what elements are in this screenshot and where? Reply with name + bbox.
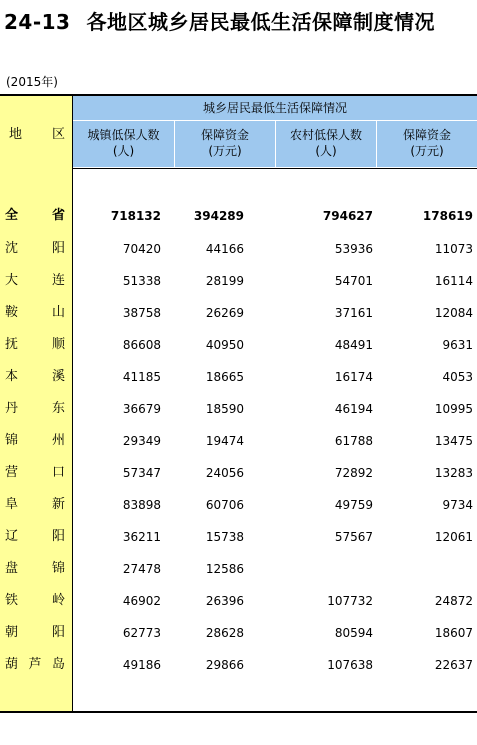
region-name (5, 366, 65, 388)
value-cell: 19474 (205, 434, 244, 448)
value-cell: 10995 (434, 402, 473, 416)
table-number: 24-13 (4, 10, 71, 34)
value-cell: 27478 (122, 562, 161, 576)
value-cell: 40950 (205, 338, 244, 352)
region-name-char: 阳 (51, 625, 65, 640)
region-name (5, 622, 65, 644)
value-cell: 57347 (122, 466, 161, 480)
region-name-char: 锦 (51, 561, 65, 576)
region-name (5, 462, 65, 484)
table-row (0, 462, 477, 484)
value-cell: 37161 (334, 306, 373, 320)
value-cell: 13475 (434, 434, 473, 448)
value-cell: 26269 (205, 306, 244, 320)
region-name (5, 398, 65, 420)
value-cell: 12084 (434, 306, 473, 320)
value-cell: 62773 (122, 626, 161, 640)
value-cell: 29866 (205, 658, 244, 672)
table-row (0, 270, 477, 292)
table-row (0, 654, 477, 676)
region-name-char: 抚 (5, 337, 19, 352)
region-name (5, 526, 65, 548)
table-row (0, 398, 477, 420)
value-cell: 11073 (434, 242, 473, 256)
group-header: 城乡居民最低生活保障情况 (73, 96, 477, 121)
value-cell: 18665 (205, 370, 244, 384)
region-name-char: 省 (51, 208, 65, 223)
value-cell: 29349 (122, 434, 161, 448)
value-cell: 107638 (327, 658, 373, 672)
region-name-char: 阳 (51, 529, 65, 544)
region-name-char: 连 (51, 273, 65, 288)
region-header: 地 区 (9, 127, 66, 142)
region-name-char: 鞍 (5, 305, 19, 320)
region-name (5, 654, 65, 676)
region-name-char: 岭 (51, 593, 65, 608)
region-name-char: 辽 (5, 529, 19, 544)
header-rule (73, 168, 477, 169)
region-name (5, 270, 65, 292)
value-cell: 44166 (205, 242, 244, 256)
region-name-char: 山 (51, 305, 65, 320)
value-cell: 41185 (122, 370, 161, 384)
value-cell: 54701 (334, 274, 373, 288)
value-cell: 46194 (334, 402, 373, 416)
region-name (5, 302, 65, 324)
table-row (0, 334, 477, 356)
value-cell: 13283 (434, 466, 473, 480)
value-cell: 394289 (193, 209, 244, 223)
region-name-char: 盘 (5, 561, 19, 576)
value-cell: 51338 (122, 274, 161, 288)
value-cell: 15738 (205, 530, 244, 544)
table-row (0, 494, 477, 516)
table-title: 各地区城乡居民最低生活保障制度情况 (86, 10, 435, 34)
table-row (0, 590, 477, 612)
region-name-char: 大 (5, 273, 19, 288)
region-name-char: 营 (5, 465, 19, 480)
table-row (0, 302, 477, 324)
value-cell: 70420 (122, 242, 161, 256)
value-cell: 22637 (434, 658, 473, 672)
region-name (5, 494, 65, 516)
region-name-char: 溪 (51, 369, 65, 384)
table-row (0, 526, 477, 548)
value-cell: 53936 (334, 242, 373, 256)
value-cell: 36679 (122, 402, 161, 416)
value-cell: 9734 (442, 498, 473, 512)
region-name-char: 全 (5, 208, 19, 223)
value-cell: 83898 (122, 498, 161, 512)
value-cell: 24056 (205, 466, 244, 480)
table-row (0, 622, 477, 644)
region-name-char: 锦 (5, 433, 19, 448)
table-row (0, 366, 477, 388)
value-cell: 18590 (205, 402, 244, 416)
bottom-rule (0, 711, 477, 713)
region-name-char: 顺 (51, 337, 65, 352)
region-name-char: 阜 (5, 497, 19, 512)
region-name-char: 州 (51, 433, 65, 448)
year-note: (2015年) (6, 75, 58, 89)
region-name (5, 205, 65, 227)
region-name-char: 阳 (51, 241, 65, 256)
value-cell: 36211 (122, 530, 161, 544)
value-cell: 9631 (442, 338, 473, 352)
value-cell: 178619 (422, 209, 473, 223)
value-cell: 72892 (334, 466, 373, 480)
value-cell: 16174 (334, 370, 373, 384)
region-name (5, 590, 65, 612)
value-cell: 718132 (110, 209, 161, 223)
value-cell: 57567 (334, 530, 373, 544)
table-row (0, 205, 477, 227)
value-cell: 12061 (434, 530, 473, 544)
region-name-char: 朝 (5, 625, 19, 640)
region-name-char: 葫 (5, 657, 19, 672)
value-cell: 28199 (205, 274, 244, 288)
value-cell: 49759 (334, 498, 373, 512)
value-cell: 86608 (122, 338, 161, 352)
value-cell: 46902 (122, 594, 161, 608)
region-name-char: 新 (51, 497, 65, 512)
value-cell: 61788 (334, 434, 373, 448)
table-row (0, 238, 477, 260)
value-cell: 38758 (122, 306, 161, 320)
value-cell: 12586 (205, 562, 244, 576)
region-name-char: 丹 (5, 401, 19, 416)
col-header-rural-funds: 保障资金 (万元) (376, 121, 477, 167)
value-cell: 28628 (205, 626, 244, 640)
region-name-char: 沈 (5, 241, 19, 256)
value-cell: 794627 (322, 209, 373, 223)
region-name (5, 430, 65, 452)
value-cell: 4053 (442, 370, 473, 384)
region-name-char: 芦 (28, 657, 42, 672)
value-cell: 16114 (434, 274, 473, 288)
region-name (5, 558, 65, 580)
region-name-char: 本 (5, 369, 19, 384)
region-name-char: 岛 (51, 657, 65, 672)
value-cell: 60706 (205, 498, 244, 512)
region-name (5, 334, 65, 356)
value-cell: 18607 (434, 626, 473, 640)
page-title (4, 6, 435, 35)
col-header-rural-people: 农村低保人数 (人) (275, 121, 376, 167)
region-name-char: 东 (51, 401, 65, 416)
table-row (0, 558, 477, 580)
region-name (5, 238, 65, 260)
region-name-char: 口 (51, 465, 65, 480)
value-cell: 107732 (327, 594, 373, 608)
value-cell: 48491 (334, 338, 373, 352)
col-header-urban-people: 城镇低保人数 (人) (73, 121, 174, 167)
value-cell: 26396 (205, 594, 244, 608)
table-row (0, 430, 477, 452)
value-cell: 80594 (334, 626, 373, 640)
region-name-char: 铁 (5, 593, 19, 608)
value-cell: 24872 (434, 594, 473, 608)
value-cell: 49186 (122, 658, 161, 672)
col-header-urban-funds: 保障资金 (万元) (174, 121, 275, 167)
